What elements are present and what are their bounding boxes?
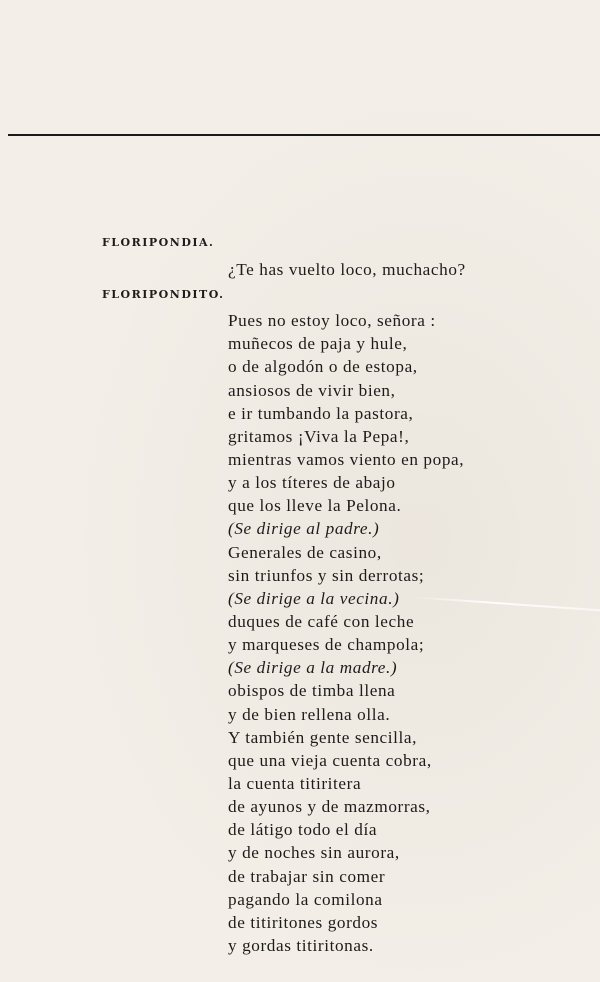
- verse-line: o de algodón o de estopa,: [228, 357, 418, 377]
- verse-line: obispos de timba llena: [228, 681, 396, 701]
- verse-line: de látigo todo el día: [228, 820, 378, 840]
- verse-line: Y también gente sencilla,: [228, 727, 418, 747]
- verse-line: y marqueses de champola;: [228, 635, 425, 655]
- verse-line: sin triunfos y sin derrotas;: [228, 565, 425, 585]
- verse-line: y de bien rellena olla.: [228, 704, 391, 724]
- stage-direction: (Se dirige a la vecina.): [228, 588, 400, 608]
- verse-line: ¿Te has vuelto loco, muchacho?: [228, 260, 466, 279]
- verse-line: de ayunos y de mazmorras,: [228, 797, 431, 817]
- speaker-floripondito: FLORIPONDITO.: [102, 288, 225, 301]
- verse-line: muñecos de paja y hule,: [228, 334, 408, 354]
- poem-body: [228, 258, 598, 957]
- verse-line: mientras vamos viento en popa,: [228, 449, 465, 469]
- verse-line: la cuenta titiritera: [228, 773, 362, 793]
- verse-line: e ir tumbando la pastora,: [228, 403, 414, 423]
- verse-line: de titiritones gordos: [228, 912, 379, 932]
- verse-line: pagando la comilona: [228, 889, 383, 909]
- verse-line: y gordas titiritonas.: [228, 935, 374, 955]
- verse-line: y a los títeres de abajo: [228, 473, 396, 493]
- speaker-floripondia: FLORIPONDIA.: [102, 236, 215, 249]
- verse-line: ansiosos de vivir bien,: [228, 380, 396, 400]
- verse-line: Generales de casino,: [228, 542, 382, 562]
- verse-line: y de noches sin aurora,: [228, 843, 400, 863]
- verse-line: Pues no estoy loco, señora :: [228, 311, 436, 331]
- stage-direction: (Se dirige al padre.): [228, 519, 380, 539]
- verse-line: de trabajar sin comer: [228, 866, 386, 886]
- verse-line: duques de café con leche: [228, 611, 415, 631]
- verse-line: que los lleve la Pelona.: [228, 496, 402, 516]
- header-rule: [8, 134, 600, 136]
- stage-direction: (Se dirige a la madre.): [228, 658, 398, 678]
- verse-line: que una vieja cuenta cobra,: [228, 750, 432, 770]
- verse-line: gritamos ¡Viva la Pepa!,: [228, 426, 410, 446]
